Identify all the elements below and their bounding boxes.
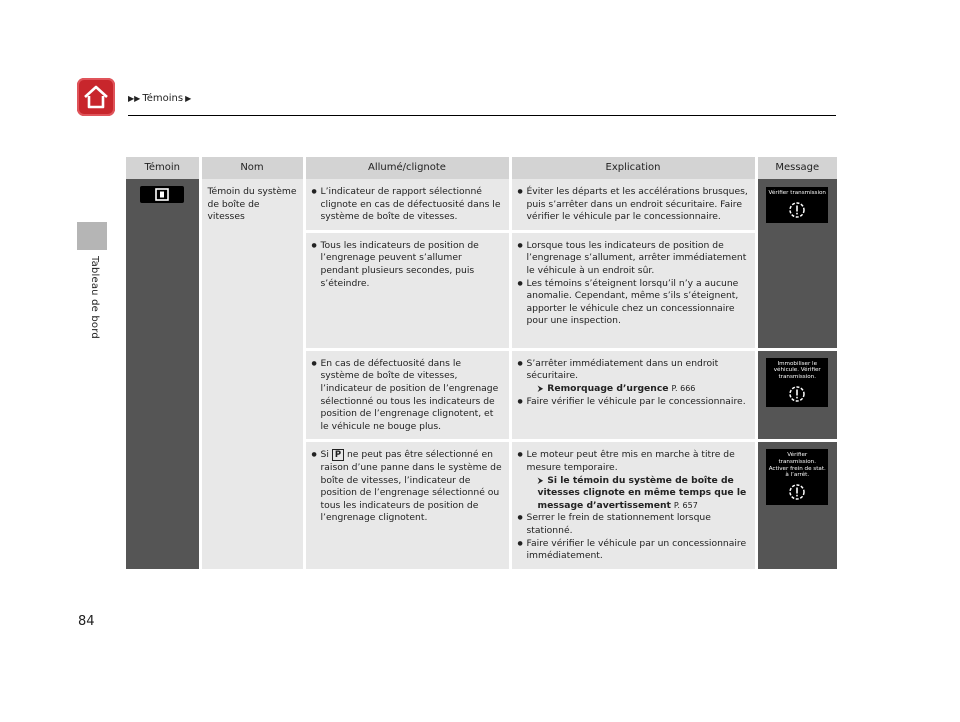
explanation-text: ● Serrer le frein de stationnement lorsque stationné. (518, 512, 749, 537)
message-display (766, 187, 828, 223)
side-tab-marker (77, 222, 107, 250)
explanation-text: ● Éviter les départs et les accélérations brusques, puis s’arrêter dans un endroit sécuritaire. Faire vérifier le véhicule par le concessionnaire. (518, 186, 749, 224)
explanation-text: ● S’arrêter immédiatement dans un endroit sécuritaire. (518, 358, 749, 383)
explanation-text: ● Lorsque tous les indicateurs de position de l’engrenage s’allument, arrêter immédiatement le véhicule à un endroit sûr. (518, 240, 749, 278)
condition-cell (304, 231, 510, 349)
cross-reference-link[interactable] (538, 383, 749, 396)
reference-arrow-icon: ⮞ (537, 475, 544, 485)
cross-reference-link[interactable] (538, 475, 749, 513)
condition-cell (304, 441, 510, 569)
condition-pre: Si (320, 449, 329, 461)
message-cell (756, 441, 837, 569)
condition-text: ● En cas de défectuosité dans le système de boîte de vitesses, l’indicateur de position de l’engrenage sélectionné ou tous les indicateurs de position de l’engrenage clignotent, et le véhicule ne bouge plus. (312, 358, 503, 434)
table-header-row (126, 157, 837, 179)
message-display (766, 449, 828, 504)
reference-arrow-icon: ⮞ (537, 383, 544, 393)
breadcrumb-arrow-icon: ▶▶ (128, 94, 141, 103)
explanation-cell (510, 179, 756, 231)
column-header-explication: Explication (510, 157, 756, 179)
home-button[interactable] (77, 78, 115, 116)
reference-page: P. 666 (671, 383, 696, 393)
condition-text (312, 449, 503, 525)
header-rule (128, 115, 836, 116)
column-header-nom: Nom (200, 157, 304, 179)
message-display (766, 358, 828, 407)
message-text: Vérifier transmission. Activer frein de stat. à l’arrêt. (768, 452, 826, 479)
warning-gear-icon (786, 199, 808, 221)
condition-cell (304, 179, 510, 231)
breadcrumb-arrow-icon: ▶ (185, 94, 192, 103)
table-row (126, 179, 837, 231)
reference-title: Remorquage d’urgence (547, 382, 669, 394)
message-text: Immobiliser le véhicule. Vérifier transmission. (773, 360, 821, 380)
explanation-cell (510, 231, 756, 349)
condition-post: ne peut pas être sélectionné en raison d’une panne dans le système de boîte de vitesses, l’indicateur de position de l’engrenage sélectionné ou tous les indicateurs de position de l’engrenage clignotent. (320, 449, 502, 524)
explanation-text: ● Le moteur peut être mis en marche à titre de mesure temporaire. (518, 449, 749, 474)
gear-indicator-icon (140, 186, 184, 203)
explanation-text: ● Faire vérifier le véhicule par un concessionnaire immédiatement. (518, 538, 749, 563)
park-position-box: P (332, 449, 344, 461)
breadcrumb (128, 93, 191, 104)
indicator-table (126, 157, 837, 569)
side-section-label: Tableau de bord (89, 256, 100, 339)
warning-gear-icon (786, 481, 808, 503)
indicator-icon-cell (126, 179, 200, 569)
condition-text: ● L’indicateur de rapport sélectionné clignote en cas de défectuosité dans le système de boîte de vitesses. (312, 186, 503, 224)
page-number: 84 (78, 614, 95, 629)
message-text: Vérifier transmission (768, 190, 826, 196)
indicator-name: Témoin du système de boîte de vitesses (200, 179, 304, 569)
explanation-text: ● Faire vérifier le véhicule par le concessionnaire. (518, 396, 749, 409)
message-cell (756, 349, 837, 441)
condition-cell (304, 349, 510, 441)
explanation-text: ● Les témoins s’éteignent lorsqu’il n’y a aucune anomalie. Cependant, même s’ils s’éteignent, apporter le véhicule chez un concessionnaire pour une inspection. (518, 278, 749, 328)
column-header-temoin: Témoin (126, 157, 200, 179)
explanation-cell (510, 349, 756, 441)
warning-gear-icon (786, 383, 808, 405)
column-header-message: Message (756, 157, 837, 179)
home-icon (82, 84, 110, 110)
explanation-cell (510, 441, 756, 569)
reference-title: Si le témoin du système de boîte de vitesses clignote en même temps que le message d’avertissement (537, 474, 747, 511)
breadcrumb-link-temoins[interactable]: Témoins (142, 93, 184, 104)
message-cell (756, 179, 837, 349)
reference-page: P. 657 (673, 500, 698, 510)
condition-text: ● Tous les indicateurs de position de l’engrenage peuvent s’allumer pendant plusieurs secondes, puis s’éteindre. (312, 240, 503, 290)
column-header-allume: Allumé/clignote (304, 157, 510, 179)
